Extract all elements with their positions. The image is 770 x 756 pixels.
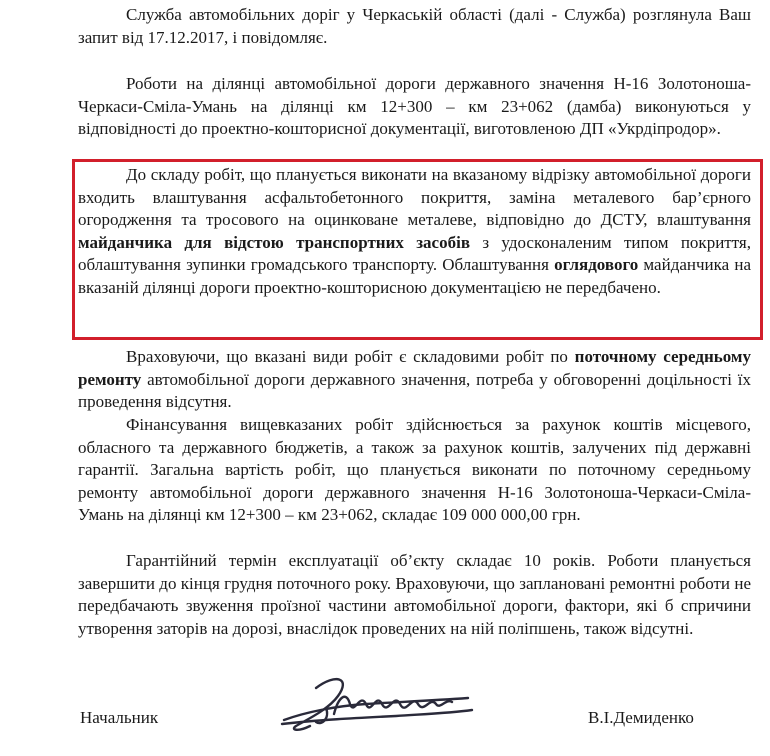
scope-text-1: До складу робіт, що планується виконати на вказаному відрізку автомобільної дороги входить влаштування асфальтобетонного покриття, заміна металевого бар’єрного огородження та тросового на оцинковане металеве, відповідно до ДСТУ, влаштування (78, 165, 751, 230)
paragraph-financing-text: Фінансування вищевказаних робіт здійснюється за рахунок коштів місцевого, обласного та державного бюджетів, а також за рахунок коштів, залучених під державні гарантії. Загальна вартість робіт, що планується виконати по поточному середньому ремонту автомобільної дороги державного значення Н-16 Золотоноша-Черкаси-Сміла-Умань на ділянці км 12+300 – км 23+062, складає 109 000 000,00 грн. (78, 415, 751, 525)
paragraph-financing (78, 414, 751, 527)
signatory-title: Начальник (80, 708, 159, 727)
scope-text-2: з удосконаленим типом покриття, облаштування зупинки громадського транспорту. Облаштування (78, 232, 751, 275)
signatory-name: В.І.Демиденко (588, 708, 694, 727)
paragraph-intro-text: Служба автомобільних доріг у Черкаській області (далі - Служба) розглянула Ваш запит від 17.12.2017, і повідомляє. (78, 5, 751, 47)
scope-bold-parking-area: майданчика для відстою транспортних засобів (78, 232, 471, 252)
repair-bold-current-repair: поточному середньому ремонту (78, 347, 751, 389)
paragraph-current-repair (78, 346, 751, 414)
repair-text-1: Враховуючи, що вказані види робіт є складовими робіт по (126, 347, 575, 366)
paragraph-warranty (78, 550, 751, 640)
paragraph-works-section-text: Роботи на ділянці автомобільної дороги державного значення Н-16 Золотоноша-Черкаси-Сміла-Умань на ділянці км 12+300 – км 23+062 (дамба) виконуються у відповідності до проектно-кошторисної документації, виготовленою ДП «Укрдіпродор». (78, 74, 751, 139)
scope-text-3: майданчика на вказаній ділянці дороги проектно-кошторисною документацією не передбачено. (78, 255, 751, 297)
highlight-box (72, 159, 763, 340)
paragraph-warranty-text: Гарантійний термін експлуатації об’єкту складає 10 років. Роботи планується завершити до кінця грудня поточного року. Враховуючи, що заплановані ремонтні роботи не передбачають звуження проїзної частини автомобільної дороги, фактори, які б спричини утворення заторів на дорозі, внаслідок проведених на ній поліпшень, також відсутні. (78, 551, 751, 638)
paragraph-works-section (78, 73, 751, 141)
paragraph-intro (78, 4, 751, 49)
signature-row (0, 702, 770, 742)
repair-text-2: автомобільної дороги державного значення, потреба у обговоренні доцільності їх проведення відсутня. (78, 369, 751, 412)
scope-bold-viewing: оглядового (554, 255, 639, 275)
